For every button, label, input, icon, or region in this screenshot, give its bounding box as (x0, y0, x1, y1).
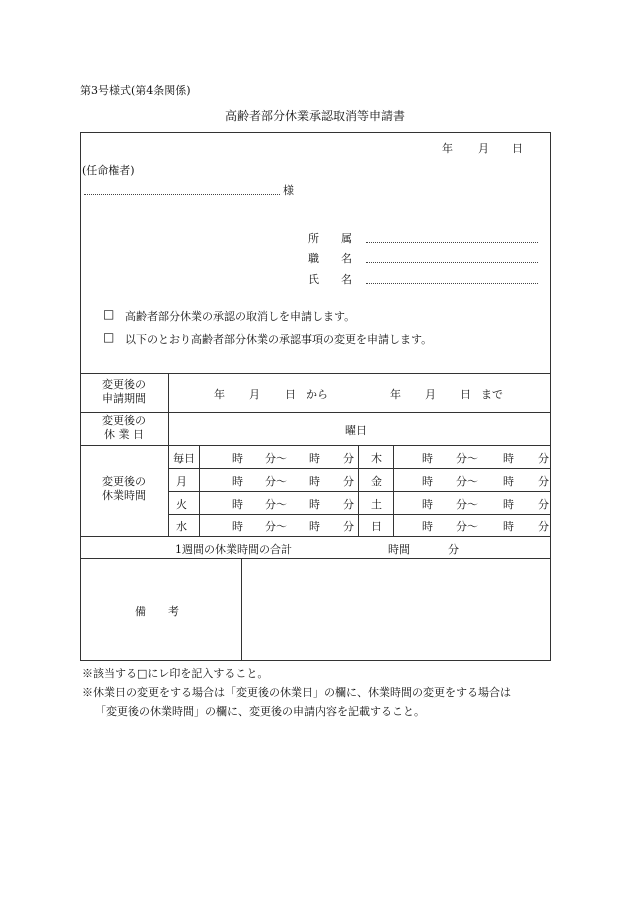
day-label: 土 (371, 498, 382, 511)
day-label: 日 (371, 520, 382, 533)
minute-to-unit: 分～ (265, 498, 287, 511)
hour-unit: 時 (232, 475, 243, 488)
period-to-day: 日 (460, 388, 471, 401)
checkbox-change[interactable]: □ (103, 330, 115, 344)
minute-to-unit: 分～ (456, 498, 478, 511)
day-label: 金 (371, 475, 382, 488)
remarks-label: 備 考 (135, 605, 179, 618)
minute-unit: 分 (538, 475, 549, 488)
affiliation-field[interactable] (366, 242, 538, 243)
name-label: 氏 名 (308, 273, 352, 286)
hour-unit: 時 (422, 498, 433, 511)
minute-unit: 分 (343, 475, 354, 488)
leave-day-label: 変更後の 休 業 日 (102, 414, 146, 441)
hour-unit: 時 (309, 475, 320, 488)
note-change-1: ※休業日の変更をする場合は「変更後の休業日」の欄に、休業時間の変更をする場合は (82, 686, 511, 699)
date-year: 年 (442, 142, 453, 155)
weekly-total-hours: 時間 (388, 543, 410, 556)
minute-unit: 分 (343, 452, 354, 465)
period-to-month: 月 (425, 388, 436, 401)
period-label: 変更後の 申請期間 (102, 378, 146, 405)
minute-to-unit: 分～ (456, 452, 478, 465)
hour-unit: 時 (503, 475, 514, 488)
hour-unit: 時 (232, 498, 243, 511)
hour-unit: 時 (309, 520, 320, 533)
appointer-label: (任命権者) (82, 164, 135, 177)
affiliation-label: 所 属 (308, 232, 352, 245)
period-from-month: 月 (249, 388, 260, 401)
minute-unit: 分 (343, 520, 354, 533)
date-day: 日 (512, 142, 523, 155)
leave-day-suffix: 曜日 (345, 424, 367, 437)
weekly-total-label: 1週間の休業時間の合計 (175, 543, 292, 556)
option-cancel-label: 高齢者部分休業の承認の取消しを申請します。 (125, 310, 356, 323)
date-month: 月 (478, 142, 489, 155)
day-label: 木 (371, 452, 382, 465)
leave-time-label: 変更後の 休業時間 (102, 475, 146, 502)
position-label: 職 名 (308, 252, 352, 265)
minute-unit: 分 (538, 452, 549, 465)
hour-unit: 時 (232, 452, 243, 465)
hour-unit: 時 (309, 498, 320, 511)
period-from: から (306, 388, 328, 401)
hour-unit: 時 (503, 498, 514, 511)
minute-to-unit: 分～ (265, 475, 287, 488)
form-number: 第3号様式(第4条関係) (80, 84, 191, 97)
name-field[interactable] (366, 283, 538, 284)
remarks-field[interactable] (242, 559, 549, 659)
day-label: 水 (176, 520, 187, 533)
note-change-2: 「変更後の休業時間」の欄に、変更後の申請内容を記載すること。 (95, 705, 425, 718)
hour-unit: 時 (232, 520, 243, 533)
hour-unit: 時 (422, 475, 433, 488)
hour-unit: 時 (309, 452, 320, 465)
period-from-day: 日 (285, 388, 296, 401)
period-to: まで (481, 388, 503, 401)
weekly-total-minutes: 分 (448, 543, 459, 556)
day-label: 火 (176, 498, 187, 511)
period-to-year: 年 (390, 388, 401, 401)
page-title: 高齢者部分休業承認取消等申請書 (224, 109, 405, 123)
appointer-name-field[interactable] (84, 194, 280, 195)
option-change-label: 以下のとおり高齢者部分休業の承認事項の変更を申請します。 (125, 333, 433, 346)
hour-unit: 時 (503, 520, 514, 533)
honorific: 様 (283, 184, 294, 197)
checkbox-cancel[interactable]: □ (103, 307, 115, 321)
minute-to-unit: 分～ (265, 452, 287, 465)
period-from-year: 年 (214, 388, 225, 401)
hour-unit: 時 (503, 452, 514, 465)
day-label: 毎日 (173, 452, 195, 465)
minute-unit: 分 (538, 498, 549, 511)
minute-to-unit: 分～ (265, 520, 287, 533)
position-field[interactable] (366, 262, 538, 263)
minute-to-unit: 分～ (456, 520, 478, 533)
minute-unit: 分 (538, 520, 549, 533)
hour-unit: 時 (422, 452, 433, 465)
minute-to-unit: 分～ (456, 475, 478, 488)
hour-unit: 時 (422, 520, 433, 533)
note-checkbox: ※該当する□にレ印を記入すること。 (82, 667, 269, 680)
minute-unit: 分 (343, 498, 354, 511)
day-label: 月 (176, 475, 187, 488)
